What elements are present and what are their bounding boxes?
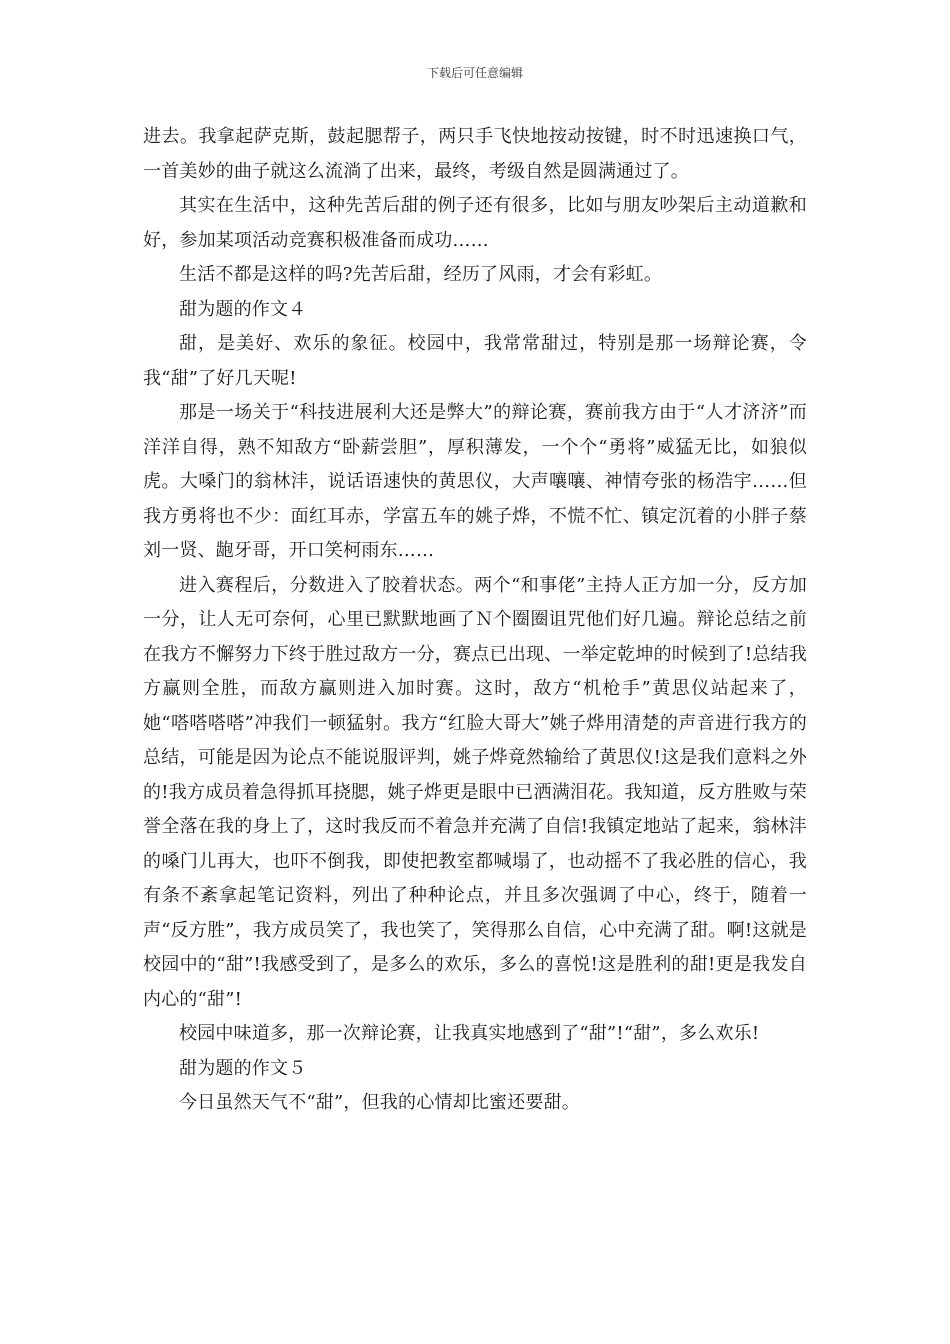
section-heading: 甜为题的作文４ (179, 298, 307, 320)
paragraph-continuation: 进去。我拿起萨克斯，鼓起腮帮子，两只手飞快地按动按键，时不时迅速换口气，一首美妙的曲子就这么流淌了出来，最终，考级自然是圆满通过了。 (143, 126, 807, 182)
section-heading: 甜为题的作文５ (179, 1057, 307, 1079)
paragraph: 甜，是美好、欢乐的象征。校园中，我常常甜过，特别是那一场辩论赛，令我“甜”了好几天呢! (143, 333, 807, 389)
paragraph: 今日虽然天气不“甜”，但我的心情却比蜜还要甜。 (179, 1092, 581, 1113)
paragraph: 其实在生活中，这种先苦后甜的例子还有很多，比如与朋友吵架后主动道歉和好，参加某项活动竞赛积极准备而成功…… (143, 195, 807, 251)
document-body (143, 120, 807, 1121)
paragraph: 生活不都是这样的吗?先苦后甜，经历了风雨，才会有彩虹。 (179, 264, 663, 285)
paragraph: 进入赛程后，分数进入了胶着状态。两个“和事佬”主持人正方加一分，反方加一分，让人无可奈何，心里已默默地画了Ｎ个圈圈诅咒他们好几遍。辩论总结之前在我方不懈努力下终于胜过敌方一分，赛点已出现、一举定乾坤的时候到了!总结我方赢则全胜，而敌方赢则进入加时赛。这时，敌方“机枪手”黄思仪站起来了，她“嗒嗒嗒嗒”冲我们一顿猛射。我方“红脸大哥大”姚子烨用清楚的声音进行我方的总结，可能是因为论点不能说服评判，姚子烨竟然输给了黄思仪!这是我们意料之外的!我方成员着急得抓耳挠腮，姚子烨更是眼中已洒满泪花。我知道，反方胜败与荣誉全落在我的身上了，这时我反而不着急并充满了自信!我镇定地站了起来，翁林沣的嗓门儿再大，也吓不倒我，即使把教室都喊塌了，也动摇不了我必胜的信心，我有条不紊拿起笔记资料，列出了种种论点，并且多次强调了中心，终于，随着一声“反方胜”，我方成员笑了，我也笑了，笑得那么自信，心中充满了甜。啊!这就是校园中的“甜”!我感受到了，是多么的欢乐，多么的喜悦!这是胜利的甜!更是我发自内心的“甜”! (143, 574, 807, 1010)
page-header: 下载后可任意编辑 (426, 66, 523, 80)
paragraph: 校园中味道多，那一次辩论赛，让我真实地感到了“甜”!“甜”，多么欢乐! (179, 1023, 760, 1044)
paragraph: 那是一场关于“科技进展利大还是弊大”的辩论赛，赛前我方由于“人才济济”而洋洋自得，熟不知敌方“卧薪尝胆”，厚积薄发，一个个“勇将”威猛无比，如狼似虎。大嗓门的翁林沣，说话语速快的黄思仪，大声嚷嚷、神情夸张的杨浩宇……但我方勇将也不少：面红耳赤，学富五车的姚子烨，不慌不忙、镇定沉着的小胖子蔡刘一贤、龅牙哥，开口笑柯雨东…… (143, 402, 807, 561)
